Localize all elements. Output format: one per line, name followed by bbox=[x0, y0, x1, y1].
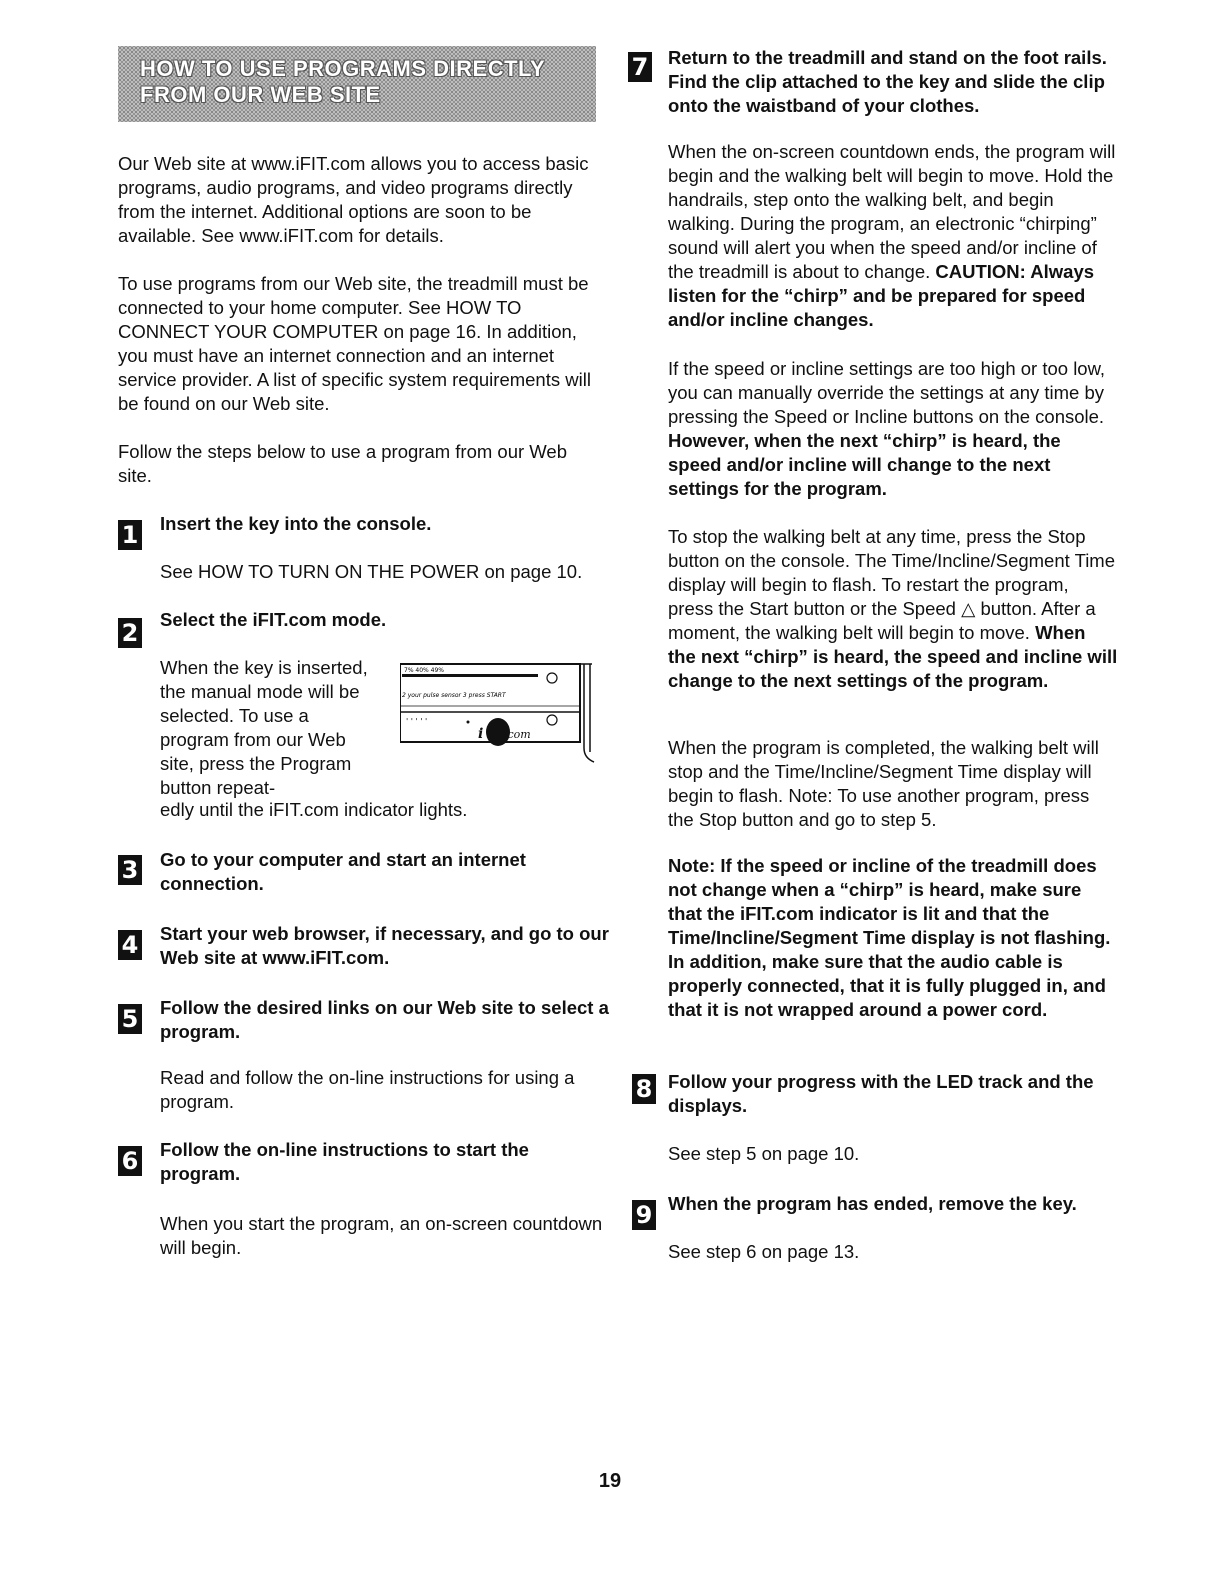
step-7-paragraph-3-bold: When the next “chirp” is heard, the speed and incline will change to the next settings of the program. bbox=[668, 622, 1118, 691]
console-row-text: 2 your pulse sensor 3 press START bbox=[402, 692, 506, 699]
step-number-1: 1 bbox=[118, 520, 142, 550]
section-title: HOW TO USE PROGRAMS DIRECTLY FROM OUR WEB SITE bbox=[140, 56, 545, 107]
step-number-8: 8 bbox=[632, 1074, 656, 1104]
section-header bbox=[118, 46, 596, 122]
step-1-body: See HOW TO TURN ON THE POWER on page 10. bbox=[160, 561, 583, 582]
intro-paragraph-2: To use programs from our Web site, the treadmill must be connected to your home computer. See HOW TO CONNECT YOUR COMPUTER on page 16. In addition, you must have an internet connection and an internet service provider. A list of specific system requirements will be found on our Web site. bbox=[118, 273, 591, 414]
step-5-body: Read and follow the on-line instructions for using a program. bbox=[160, 1067, 575, 1112]
step-7-paragraph-3 bbox=[668, 525, 1118, 693]
step-7-paragraph-2-text: If the speed or incline settings are too high or too low, you can manually override the settings at any time by pressing the Speed or Incline buttons on the console. bbox=[668, 358, 1106, 427]
console-illustration bbox=[400, 662, 596, 766]
step-2-body-a: When the key is inserted, the manual mode will be selected. To use a program from our Web site, press the Program button repeat- bbox=[160, 657, 368, 798]
step-number-6: 6 bbox=[118, 1146, 142, 1176]
step-number-9: 9 bbox=[632, 1200, 656, 1230]
step-5-title: Follow the desired links on our Web site to select a program. bbox=[160, 997, 609, 1042]
step-7-paragraph-4: When the program is completed, the walking belt will stop and the Time/Incline/Segment Time display will begin to flash. Note: To use another program, press the Stop button and go to step 5. bbox=[668, 737, 1099, 830]
step-2-title: Select the iFIT.com mode. bbox=[160, 609, 387, 630]
step-number-4: 4 bbox=[118, 930, 142, 960]
console-top-labels: 7% 40% 49% bbox=[404, 667, 445, 674]
step-number-5: 5 bbox=[118, 1004, 142, 1034]
step-number-3: 3 bbox=[118, 855, 142, 885]
step-4-title: Start your web browser, if necessary, and go to our Web site at www.iFIT.com. bbox=[160, 923, 609, 968]
step-8-body: See step 5 on page 10. bbox=[668, 1143, 860, 1164]
step-7-paragraph-2 bbox=[668, 357, 1118, 501]
step-7-paragraph-3-text: To stop the walking belt at any time, press the Stop button on the console. The Time/Incline/Segment Time display will begin to flash. To restart the program, press the Start button or the Speed △ button. After a moment, the walking belt will begin to move. bbox=[668, 526, 1115, 643]
step-2-body-b: edly until the iFIT.com indicator lights. bbox=[160, 799, 468, 820]
intro-paragraph-1: Our Web site at www.iFIT.com allows you to access basic programs, audio programs, and video programs directly from the internet. Additional options are soon to be available. See www.iFIT.com for details. bbox=[118, 153, 589, 246]
step-1-title: Insert the key into the console. bbox=[160, 513, 432, 534]
step-8-title: Follow your progress with the LED track and the displays. bbox=[668, 1071, 1094, 1116]
step-7-title: Return to the treadmill and stand on the foot rails. Find the clip attached to the key and slide the clip onto the waistband of your clothes. bbox=[668, 47, 1107, 116]
page-number: 19 bbox=[598, 1470, 622, 1492]
caution-text: CAUTION: Always listen for the “chirp” and be prepared for speed and/or incline changes. bbox=[668, 261, 1095, 330]
svg-text:' ' ' ' ': ' ' ' ' ' bbox=[406, 717, 428, 726]
ifit-logo-suffix: .com bbox=[504, 728, 531, 741]
step-7-paragraph-2-bold: However, when the next “chirp” is heard, the speed and/or incline will change to the next settings for the program. bbox=[668, 430, 1061, 499]
step-9-title: When the program has ended, remove the key. bbox=[668, 1193, 1077, 1214]
step-7-note: Note: If the speed or incline of the treadmill does not change when a “chirp” is heard, make sure that the iFIT.com indicator is lit and that the Time/Incline/Segment Time display is not flashing. In addition, make sure that the audio cable is properly connected, that it is fully plugged in, and that it is not wrapped around a power cord. bbox=[668, 855, 1111, 1020]
step-7-paragraph-1-text: When the on-screen countdown ends, the program will begin and the walking belt will begin to move. Hold the handrails, step onto the walking belt, and begin walking. During the program, an electronic “chirping” sound will alert you when the speed and/or incline of the treadmill is about to change. bbox=[668, 141, 1116, 282]
step-6-body: When you start the program, an on-screen countdown will begin. bbox=[160, 1213, 603, 1258]
step-number-2: 2 bbox=[118, 618, 142, 648]
step-3-title: Go to your computer and start an internet connection. bbox=[160, 849, 526, 894]
step-6-title: Follow the on-line instructions to start the program. bbox=[160, 1139, 529, 1184]
step-number-7: 7 bbox=[628, 52, 652, 82]
intro-paragraph-3: Follow the steps below to use a program from our Web site. bbox=[118, 441, 568, 486]
ifit-logo-prefix: i bbox=[478, 726, 484, 742]
step-7-paragraph-1 bbox=[668, 140, 1118, 332]
step-9-body: See step 6 on page 13. bbox=[668, 1241, 860, 1262]
